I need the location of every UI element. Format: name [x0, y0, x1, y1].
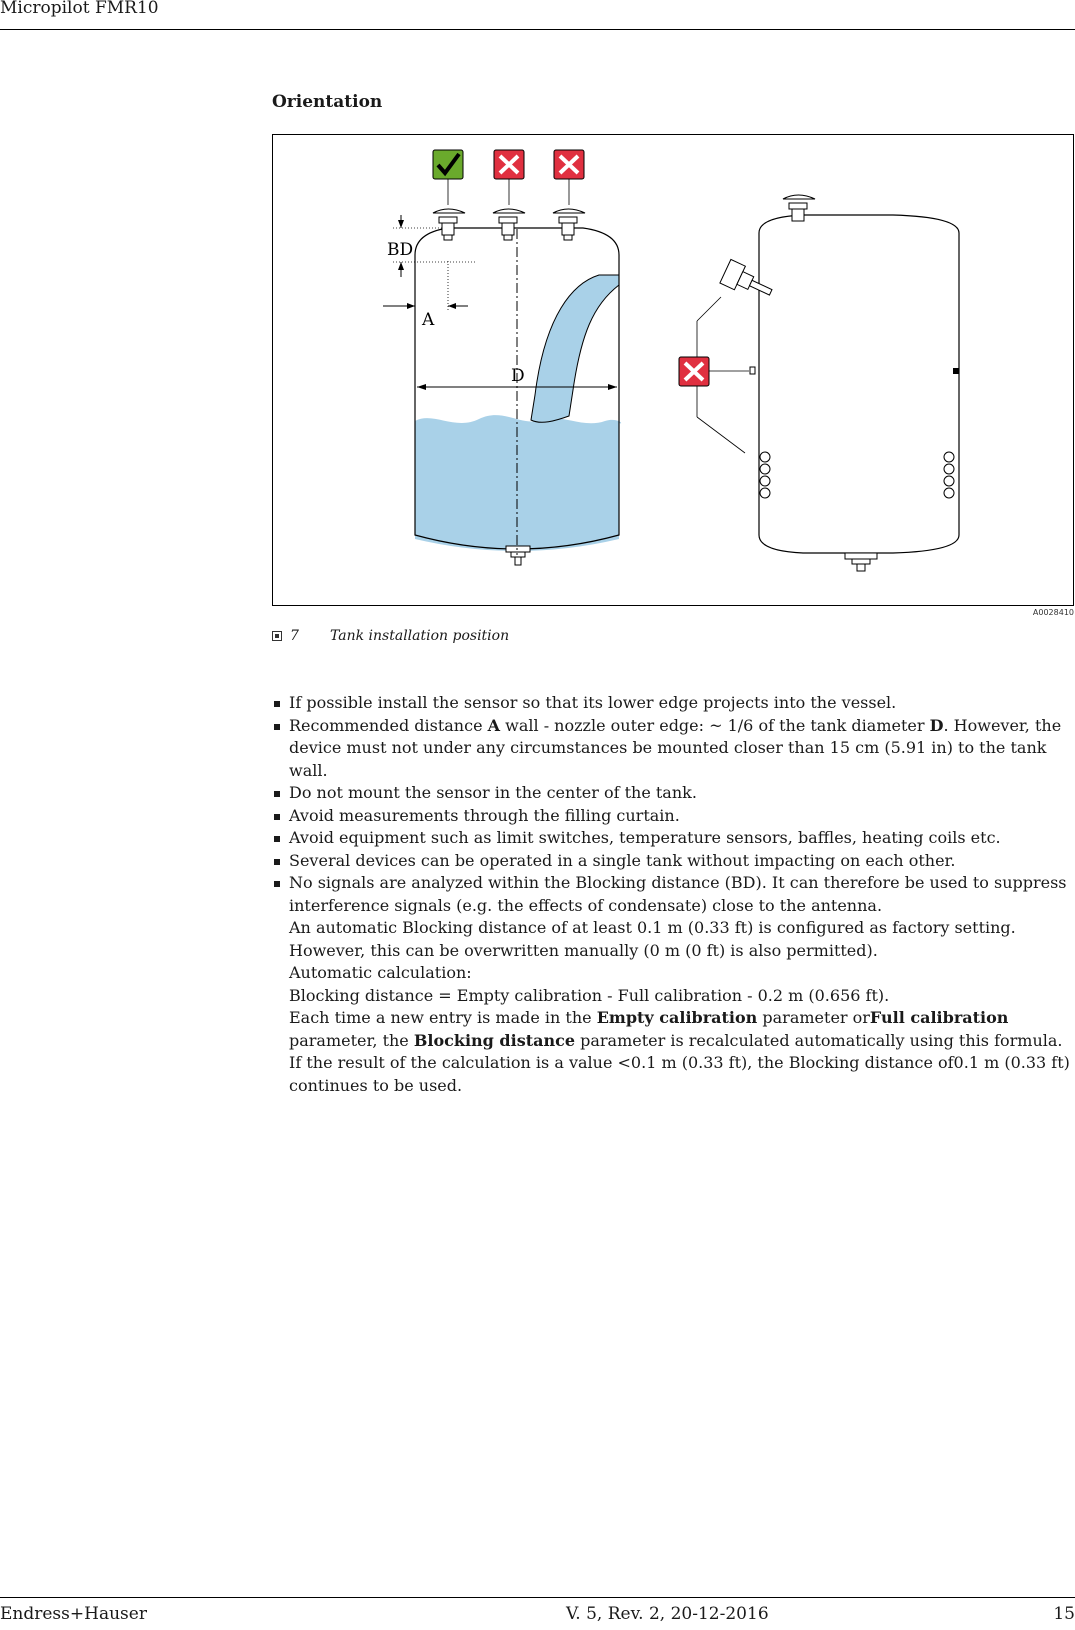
bd-arrow-bottom [398, 262, 404, 270]
list-item: Recommended distance A wall - nozzle outer edge: ~ 1/6 of the tank diameter D. However, the device must not under any circumstances be mounted closer than 15 cm (5.91 in) to the tank wall. [272, 715, 1072, 783]
sensor-filling-curtain [553, 209, 585, 240]
diameter-arrow-right [608, 384, 617, 390]
label-d: D [511, 366, 525, 386]
tank-right-outline [759, 215, 959, 553]
list-item: Several devices can be operated in a single tank without impacting on each other. [272, 850, 1072, 873]
not-allowed-icon [554, 150, 584, 179]
limit-switch-right [953, 368, 959, 374]
figure-number: 7 [290, 628, 299, 644]
diameter-arrow-left [417, 384, 426, 390]
callout-to-coils [697, 417, 745, 453]
not-allowed-icon [679, 357, 709, 386]
list-item: Avoid equipment such as limit switches, temperature sensors, baffles, heating coils etc. [272, 827, 1072, 850]
list-item: Avoid measurements through the filling curtain. [272, 805, 1072, 828]
sensor-center [493, 209, 525, 240]
footer-publisher: Endress+Hauser [0, 1604, 147, 1624]
section-heading: Orientation [272, 92, 383, 112]
sensor-top-right [783, 195, 815, 221]
footer-rule [0, 1597, 1075, 1598]
list-item: If possible install the sensor so that its lower edge projects into the vessel. [272, 692, 1072, 715]
heating-coils-right [944, 452, 954, 498]
not-allowed-icon [494, 150, 524, 179]
drain-left [506, 546, 530, 565]
ok-check-icon [433, 150, 463, 179]
bd-arrow-top [398, 220, 404, 228]
page-number: 15 [1053, 1604, 1075, 1624]
header-rule [0, 29, 1075, 30]
a-arrow-left [407, 303, 415, 309]
sensor-recommended [433, 209, 465, 240]
tank-diagram [273, 135, 1075, 607]
running-header-title: Micropilot FMR10 [0, 0, 159, 18]
side-sensor-callout [697, 297, 721, 321]
label-a: A [422, 310, 435, 330]
list-item: No signals are analyzed within the Blocking distance (BD). It can therefore be used to suppress interference signals (e.g. the effects of condensate) close to the antenna. An automatic Blocking distance of at least 0.1 m (0.33 ft) is configured as factory setting. However, this can be overwritten manually (0 m (0 ft) is also permitted). Automatic calculation: Blocking distance = Empty calibration - Full calibration - 0.2 m (0.656 ft). Each time a new entry is made in the Empty calibration parameter orFull calibration parameter, the Blocking distance parameter is recalculated automatically using this formula. If the result of the calculation is a value <0.1 m (0.33 ft), the Blocking distance of0.1 m (0.33 ft) continues to be used. [272, 872, 1072, 1097]
a-arrow-right [448, 303, 456, 309]
filling-curtain [531, 275, 619, 422]
label-bd: BD [387, 240, 414, 260]
figure-icon [272, 631, 282, 641]
heating-coils-left [760, 452, 770, 498]
list-item: Do not mount the sensor in the center of the tank. [272, 782, 1072, 805]
tank-installation-figure [272, 134, 1074, 606]
limit-switch-left [750, 367, 755, 374]
figure-caption [272, 628, 509, 644]
footer-version: V. 5, Rev. 2, 20-12-2016 [566, 1604, 769, 1624]
figure-code: A0028410 [1032, 608, 1074, 617]
liquid-fill [415, 415, 621, 551]
sensor-side-tilted [720, 259, 776, 304]
figure-caption-text: Tank installation position [330, 628, 510, 644]
installation-notes-list [272, 692, 1072, 1097]
drain-right [845, 553, 877, 571]
